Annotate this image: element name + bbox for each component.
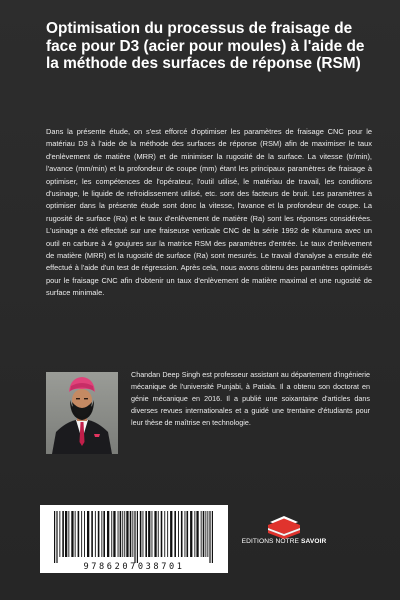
barcode-bar xyxy=(190,511,192,557)
isbn-number: 9786207038701 xyxy=(83,562,185,572)
barcode-bar xyxy=(187,511,189,557)
isbn-barcode xyxy=(40,505,228,573)
barcode-bar xyxy=(62,511,64,557)
barcode-bar xyxy=(65,511,67,557)
barcode-bar xyxy=(164,511,165,557)
publisher-name-part1: EDITIONS NOTRE xyxy=(241,538,301,545)
barcode-bar xyxy=(205,511,206,557)
barcode-bar xyxy=(203,511,205,557)
publisher-name xyxy=(232,538,336,545)
barcode-bar xyxy=(170,511,172,557)
barcode-bar xyxy=(95,511,96,557)
barcode-bar xyxy=(101,511,102,557)
barcode-bar xyxy=(143,511,144,557)
barcode-bar xyxy=(161,511,163,557)
barcode-bar xyxy=(107,511,109,557)
barcode-bar xyxy=(75,511,76,557)
barcode-bar xyxy=(118,511,119,557)
barcode-bar xyxy=(137,511,138,563)
barcode-bar xyxy=(185,511,186,557)
barcode-bar xyxy=(196,511,198,557)
book-abstract: Dans la présente étude, on s'est efforcé d'optimiser les paramètres de fraisage CNC pour le matériau D3 à l'aide de la méthode des surfaces de réponse (RSM) afin de maximiser le taux d'enlèvement de matière (MRR) et de minimiser la rugosité de la surface. La vitesse (tr/min), l'avance (mm/min) et la profondeur de coupe (mm) étant les principaux paramètres de fraisage à optimiser, les compétences de l'opérateur, l'outil utilisé, le matériau de travail, les conditions d'usinage, le liquide de refroidissement utilisé, etc. sont des facteurs de bruit. Les paramètres à optimiser dans la présente étude sont donc la vitesse, l'avance et la profondeur de coupe. La rugosité de surface (Ra) et le taux d'enlèvement de matière (Ra) sont les réponses considérées. L'usinage a été effectué sur une fraiseuse verticale CNC de la série 1992 de Kitumura avec un outil en carbure à 4 goujures sur la matrice RSM des paramètres d'entrée. Le taux d'enlèvement de matière (MRR) et la rugosité de surface (Ra) sont mesurés. Le travail d'analyse a ensuite été effectué à l'aide d'un test de régression. Après cela, nous avons obtenu des paramètres optimisés pour le fraisage CNC afin d'obtenir un taux d'enlèvement de matière maximal et une rugosité de surface minimale. xyxy=(46,127,372,298)
barcode-bar xyxy=(126,511,128,557)
barcode-bar xyxy=(130,511,132,557)
barcode-bar xyxy=(148,511,150,557)
book-title: Optimisation du processus de fraisage de face pour D3 (acier pour moules) à l'aide de la méthode des surfaces de réponse (RSM) xyxy=(46,20,365,73)
barcode-bar xyxy=(91,511,93,557)
barcode-bar xyxy=(98,511,100,557)
barcode-bar xyxy=(59,511,60,557)
barcode-bar xyxy=(71,511,73,557)
barcode-bar xyxy=(122,511,123,557)
barcode-bar xyxy=(132,511,133,557)
barcode-bar xyxy=(181,511,183,557)
barcode-bar xyxy=(152,511,153,557)
barcode-bar xyxy=(103,511,105,557)
barcode-bars xyxy=(40,509,228,565)
barcode-bar xyxy=(145,511,147,557)
barcode-bar xyxy=(158,511,159,557)
barcode-bar xyxy=(54,511,55,563)
author-portrait-image xyxy=(46,372,118,454)
barcode-bar xyxy=(201,511,202,557)
barcode-bar xyxy=(209,511,210,563)
barcode-bar xyxy=(84,511,85,557)
barcode-bar xyxy=(124,511,125,557)
barcode-bar xyxy=(154,511,156,557)
barcode-bar xyxy=(111,511,112,557)
author-photo xyxy=(46,372,118,454)
barcode-bar xyxy=(207,511,208,557)
barcode-bar xyxy=(68,511,69,557)
barcode-bar xyxy=(178,511,179,557)
barcode-bar xyxy=(78,511,80,557)
barcode-bar xyxy=(134,511,135,563)
barcode-bar xyxy=(113,511,115,557)
barcode-bar xyxy=(81,511,82,557)
barcode-bar xyxy=(56,511,57,563)
barcode-bar xyxy=(87,511,89,557)
barcode-bar xyxy=(194,511,195,557)
publisher-name-part2: SAVOIR xyxy=(301,538,327,545)
barcode-bar xyxy=(212,511,213,563)
barcode-bar xyxy=(140,511,142,557)
barcode-bar xyxy=(167,511,168,557)
author-bio: Chandan Deep Singh est professeur assistant au département d'ingénierie mécanique de l'université Punjabi, à Patiala. Il a obtenu son doctorat en génie mécanique en 2016. Il a publié une soixantaine d'articles dans diverses revues internationales et a guidé une trentaine d'étudiants pour leur thèse de maîtrise en technologie. xyxy=(131,370,370,428)
barcode-bar xyxy=(120,511,122,557)
barcode-bar xyxy=(174,511,176,557)
